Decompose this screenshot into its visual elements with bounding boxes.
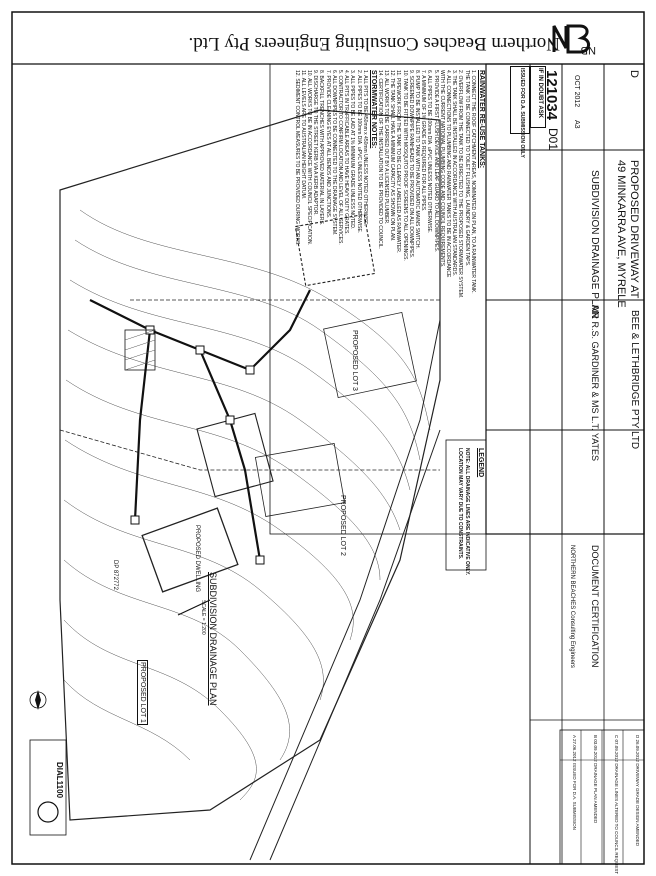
note-line: 3. ALL PIPES TO BE LAID AT 1% MINIMUM GRADE UNLESS NOTED. (349, 70, 356, 230)
note-line: 4. ALL PITS IN TRAFFICABLE AREAS TO HAVE HEAVY DUTY GRATES. (343, 70, 350, 235)
note-line: 2. OVERFLOW FROM THE TANK TO BE DIRECTED TO THE PROPOSED STORMWATER SYSTEM. (457, 70, 464, 299)
note-line: 10. ALL WORKS TO BE IN ACCORDANCE WITH COUNCIL SPECIFICATION. (305, 70, 312, 245)
note-line: 14. CERTIFICATION OF THE INSTALLATION TO BE PROVIDED TO COUNCIL. (376, 70, 383, 250)
note-line: 7. PROVIDE CLEANING EYES AT ALL BENDS AND JUNCTIONS. (324, 70, 331, 219)
rainwater-notes (377, 70, 484, 298)
drawing-date: OCT 2012 (573, 75, 580, 108)
issued-stamp: ISSUED FOR D.A. SUBMISSION ONLY (519, 68, 525, 158)
drawing-number: D01 (546, 128, 560, 151)
lot1-label: PROPOSED LOT 1 (139, 662, 146, 723)
doubt-stamp: IF IN DOUBT ASK (537, 68, 543, 119)
note-line: 9. DISCHARGE TO THE STREET KERB VIA A KERB ADAPTOR. (312, 70, 319, 216)
lot3-label: PROPOSED LOT 3 (351, 330, 358, 391)
note-line: 4. ALL CONNECTIONS TO PLUMBING AND RAINWATER TANKS TO BE IN ACCORDANCE (444, 70, 451, 278)
dwelling-label: PROPOSED DWELLING (194, 525, 200, 593)
revision-row: D 26.09.2012 DRIVEWAY GRADE DESIGN AMENDED (635, 735, 640, 846)
note-line: 13. ALL WORKS TO BE CARRIED OUT BY A LICENSED PLUMBER. (382, 70, 389, 225)
legend-heading: LEGEND (477, 448, 484, 478)
revision-row: A 27.06.2012 ISSUED FOR D.A. SUBMISSION (572, 735, 577, 830)
owners: MR R.S. GARDINER & MS L.T. YATES (590, 305, 600, 462)
stormwater-heading: STORMWATER NOTES: (370, 70, 377, 149)
dial-logo-text: DIAL1100 (55, 762, 64, 799)
note-line: THE TANK TO BE CONNECTED TO TOILET FLUSHING, LAUNDRY & GARDEN TAPS. (463, 70, 470, 267)
note-line: 12. SEDIMENT CONTROL MEASURES TO BE PROVIDED DURING WORKS. (293, 70, 300, 246)
project-address: 49 MINKARRA AVE, MYRELE (615, 160, 627, 308)
note-line: 1. ALL PITS TO BE 450mm x 450mm UNLESS NOTED OTHERWISE. (361, 70, 368, 226)
lot2-label: PROPOSED LOT 2 (339, 495, 346, 556)
logo-letters: NB (580, 44, 596, 56)
note-line: 5. CONTRACTOR TO CONFIRM LOCATION AND LEVEL OF ALL SERVICES. (336, 70, 343, 245)
note-line: 6. ALL DOWNPIPES TO BE CONNECTED TO THE DRAINAGE SYSTEM. (330, 70, 337, 236)
note-line: 8. BACKFILL TRENCHES WITH APPROVED MATERIAL IN LAYERS. (318, 70, 325, 226)
revision-row: B 03.09.2012 DRAINAGE PLAN AMENDED (593, 735, 598, 824)
note-line: 9. SCREENED DOWNPIPE RAINHEADS TO BE PROVIDED ON ALL DOWNPIPES. (407, 70, 414, 259)
legend-note: LOCATION MAY VARY DUE TO CONSTRAINTS. (457, 448, 463, 560)
rainwater-heading: RAINWATER RE-USE TANKS: (478, 70, 485, 169)
client-name: BEE & LETHBRIDGE PTY LTD (629, 310, 640, 450)
revision-list (635, 735, 640, 846)
certification-heading: DOCUMENT CERTIFICATION (590, 545, 600, 668)
plan-scale: SCALE = 1:200 (200, 600, 206, 635)
note-line: 7. A MINIMUM OF 1% GRADE IS REQUIRED FOR ALL PIPES. (420, 70, 427, 212)
note-line: 11. PIPEWORK FROM THE TANK TO BE CLEARLY LABELLED AS RAINWATER. (395, 70, 402, 254)
note-line: 10. TANK TO BE FITTED WITH MOSQUITO PROOF SCREENS TO ALL OPENINGS. (401, 70, 408, 261)
dp-label: DP 872772 (112, 560, 118, 590)
sheet-size: A3 (573, 120, 580, 129)
revision-letter: D (628, 70, 640, 78)
note-line: 11. ALL LEVELS ARE TO AUSTRALIAN HEIGHT DATUM. (299, 70, 306, 200)
plan-title: SUBDIVISION DRAINAGE PLAN (208, 572, 218, 706)
drawing-title: SUBDIVISION DRAINAGE PLAN (589, 170, 600, 319)
note-line: WITH THE CURRENT NATIONAL PLUMBING CODE AND COUNCIL REQUIREMENTS. (438, 70, 445, 268)
stormwater-notes (293, 70, 376, 246)
note-line: 5. PROVIDE A FIRST FLUSH DEVICE AND LEAF GUARD TO ALL DOWNPIPES. (432, 70, 439, 253)
revision-row: C 07.09.2012 DRAINAGE LINES ALTERED TO COUNCIL REQUEST (614, 735, 619, 875)
legend-note: NOTE: ALL DRAINAGE LINES ARE INDICATIVE ONLY. (464, 448, 470, 576)
job-number: 121034 (543, 70, 560, 121)
note-line: 3. THE TANK SHALL BE INSTALLED IN ACCORDANCE WITH AUSTRALIAN STANDARDS. (451, 70, 458, 277)
note-line: 1. CONNECT THE ROOF CATCHMENT AREAS, NOMINATED ON PLAN, TO A RAINWATER TANK. (469, 70, 476, 294)
certification-firm: NORTHERN BEACHES Consulting Engineers (569, 545, 575, 668)
note-line: 2. ALL PIPES TO BE 100mm DIA. uPVC UNLESS NOTED OTHERWISE. (355, 70, 362, 234)
project-title: PROPOSED DRIVEWAY AT (628, 160, 640, 299)
note-line: 12. THE TANK SHALL HAVE A MINIMUM CAPACITY AS SHOWN ON PLAN. (389, 70, 396, 242)
note-line: 8. PUMP TO BE INSTALLED TO TANK WITH AN AUTOMATIC MAINS SWITCH. (413, 70, 420, 249)
note-line: 6. ALL PIPES TO BE 100mm DIA. uPVC UNLESS NOTED OTHERWISE. (426, 70, 433, 234)
company-name: Northern Beaches Consulting Engineers Pty Ltd. (188, 33, 560, 54)
